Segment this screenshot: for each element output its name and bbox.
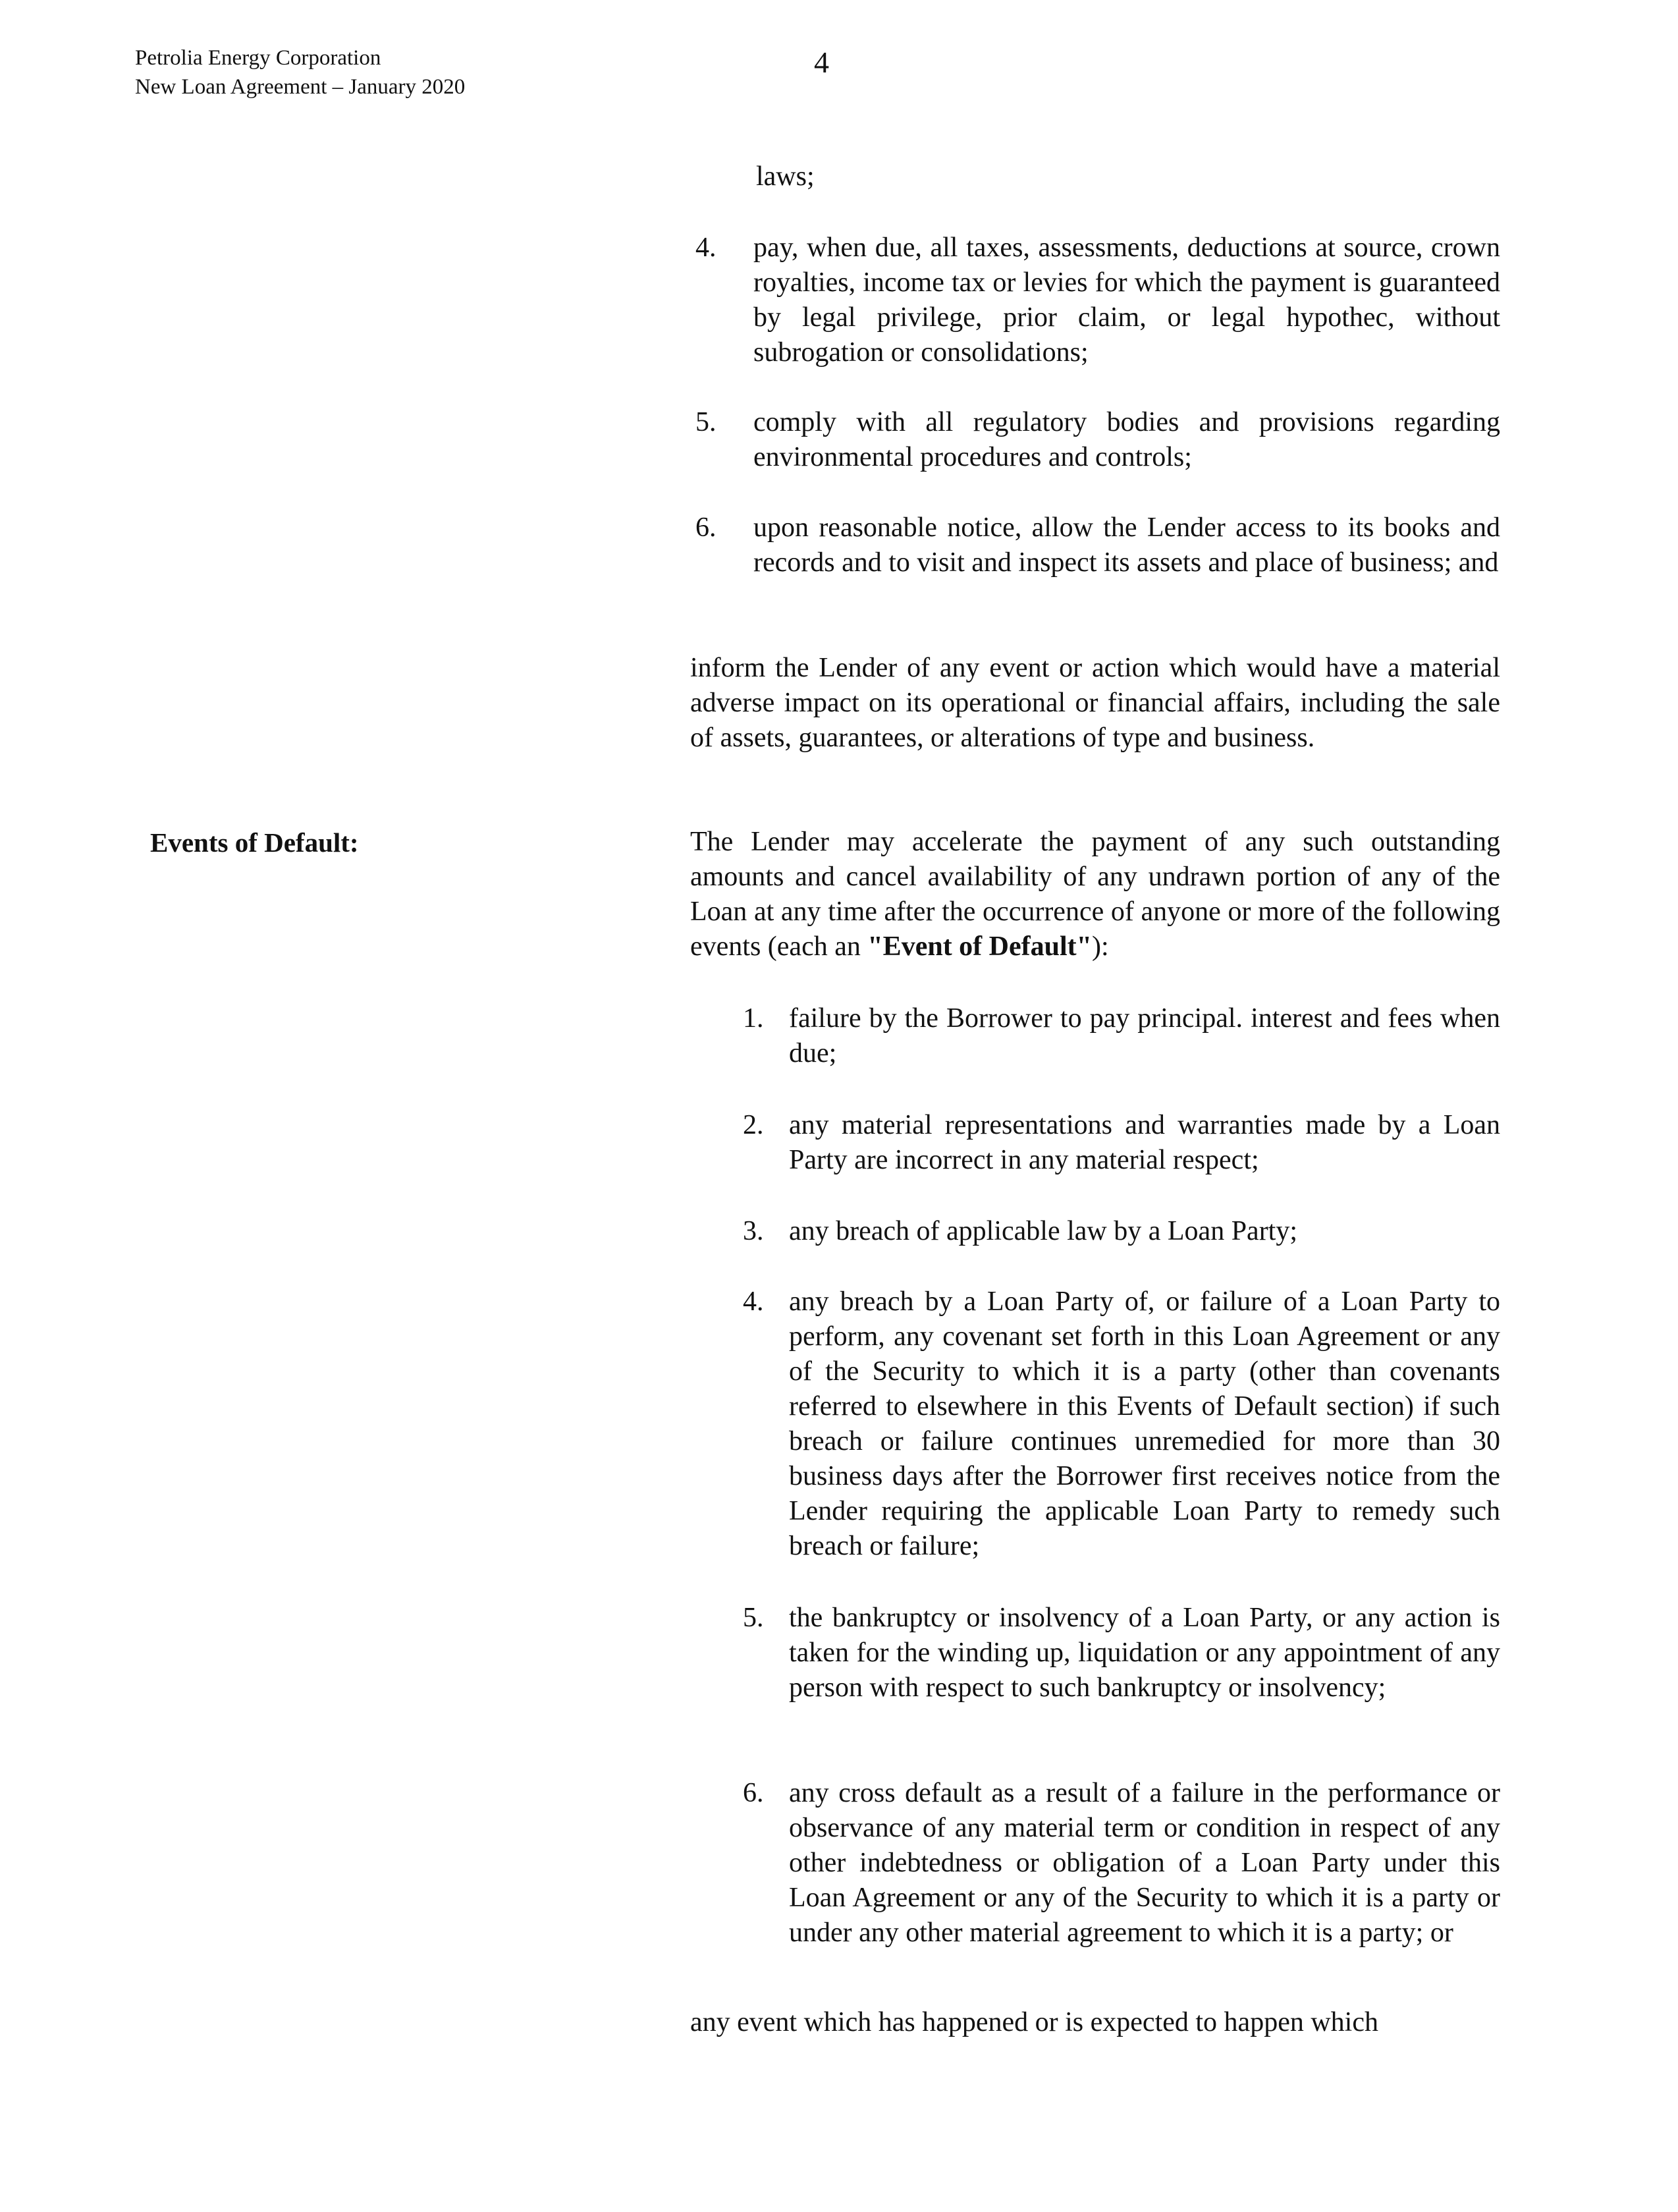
default-event-text: the bankruptcy or insolvency of a Loan Party, or any action is taken for the winding up, liquidation or any appointment of any person with respect to such bankruptcy or insolvency; xyxy=(789,1603,1500,1703)
events-of-default-intro xyxy=(690,825,1500,964)
intro-text-end: ): xyxy=(1091,931,1109,962)
default-event-number: 6. xyxy=(743,1778,764,1808)
default-event-text: any breach by a Loan Party of, or failure of a Loan Party to perform, any covenant set forth in this Loan Agreement or any of the Security to which it is a party (other than covenants referred to elsewhere in this Events of Default section) if such breach or failure continues unremedied for more than 30 business days after the Borrower first receives notice from the Lender requiring the applicable Loan Party to remedy such breach or failure; xyxy=(789,1286,1500,1561)
intro-text: The Lender may accelerate the payment of any such outstanding amounts and cancel availability of any undrawn portion of any of the Loan at any time after the occurrence of anyone or more of the following events (each an xyxy=(690,827,1500,962)
covenant-item-text: upon reasonable notice, allow the Lender access to its books and records and to visit and inspect its assets and place of business; and xyxy=(753,512,1500,578)
covenant-item-text: pay, when due, all taxes, assessments, deductions at source, crown royalties, income tax or levies for which the payment is guaranteed by legal privilege, prior claim, or legal hypothec, without subrogation or consolidations; xyxy=(753,233,1500,368)
events-of-default-heading: Events of Default: xyxy=(150,827,359,858)
header-document-title: New Loan Agreement – January 2020 xyxy=(135,75,466,99)
default-event-number: 5. xyxy=(743,1603,764,1633)
covenant-item-number: 4. xyxy=(695,233,717,263)
running-header xyxy=(135,43,465,101)
header-company: Petrolia Energy Corporation xyxy=(135,46,381,70)
trailing-paragraph: any event which has happened or is expected to happen which xyxy=(690,2007,1378,2037)
covenant-item-text: comply with all regulatory bodies and provisions regarding environmental procedures and controls; xyxy=(753,407,1500,472)
default-event-text: failure by the Borrower to pay principal. interest and fees when due; xyxy=(789,1003,1500,1068)
default-event-number: 2. xyxy=(743,1110,764,1140)
default-event-text: any breach of applicable law by a Loan Party; xyxy=(789,1216,1298,1246)
covenant-item-number: 5. xyxy=(695,407,717,437)
default-event-text: any material representations and warranties made by a Loan Party are incorrect in any material respect; xyxy=(789,1110,1500,1175)
default-event-number: 1. xyxy=(743,1003,764,1034)
covenant-closing-paragraph: inform the Lender of any event or action which would have a material adverse impact on its operational or financial affairs, including the sale of assets, guarantees, or alterations of type and business. xyxy=(690,653,1500,753)
default-event-number: 4. xyxy=(743,1286,764,1317)
defined-term: "Event of Default" xyxy=(867,931,1092,962)
default-event-text: any cross default as a result of a failure in the performance or observance of any material term or condition in respect of any other indebtedness or obligation of a Loan Party under this Loan Agreement or any of the Security to which it is a party or under any other material agreement to which it is a party; or xyxy=(789,1778,1500,1948)
covenant-continuation: laws; xyxy=(756,161,815,192)
page-number: 4 xyxy=(814,45,829,79)
default-event-number: 3. xyxy=(743,1216,764,1246)
covenant-item-number: 6. xyxy=(695,512,717,543)
